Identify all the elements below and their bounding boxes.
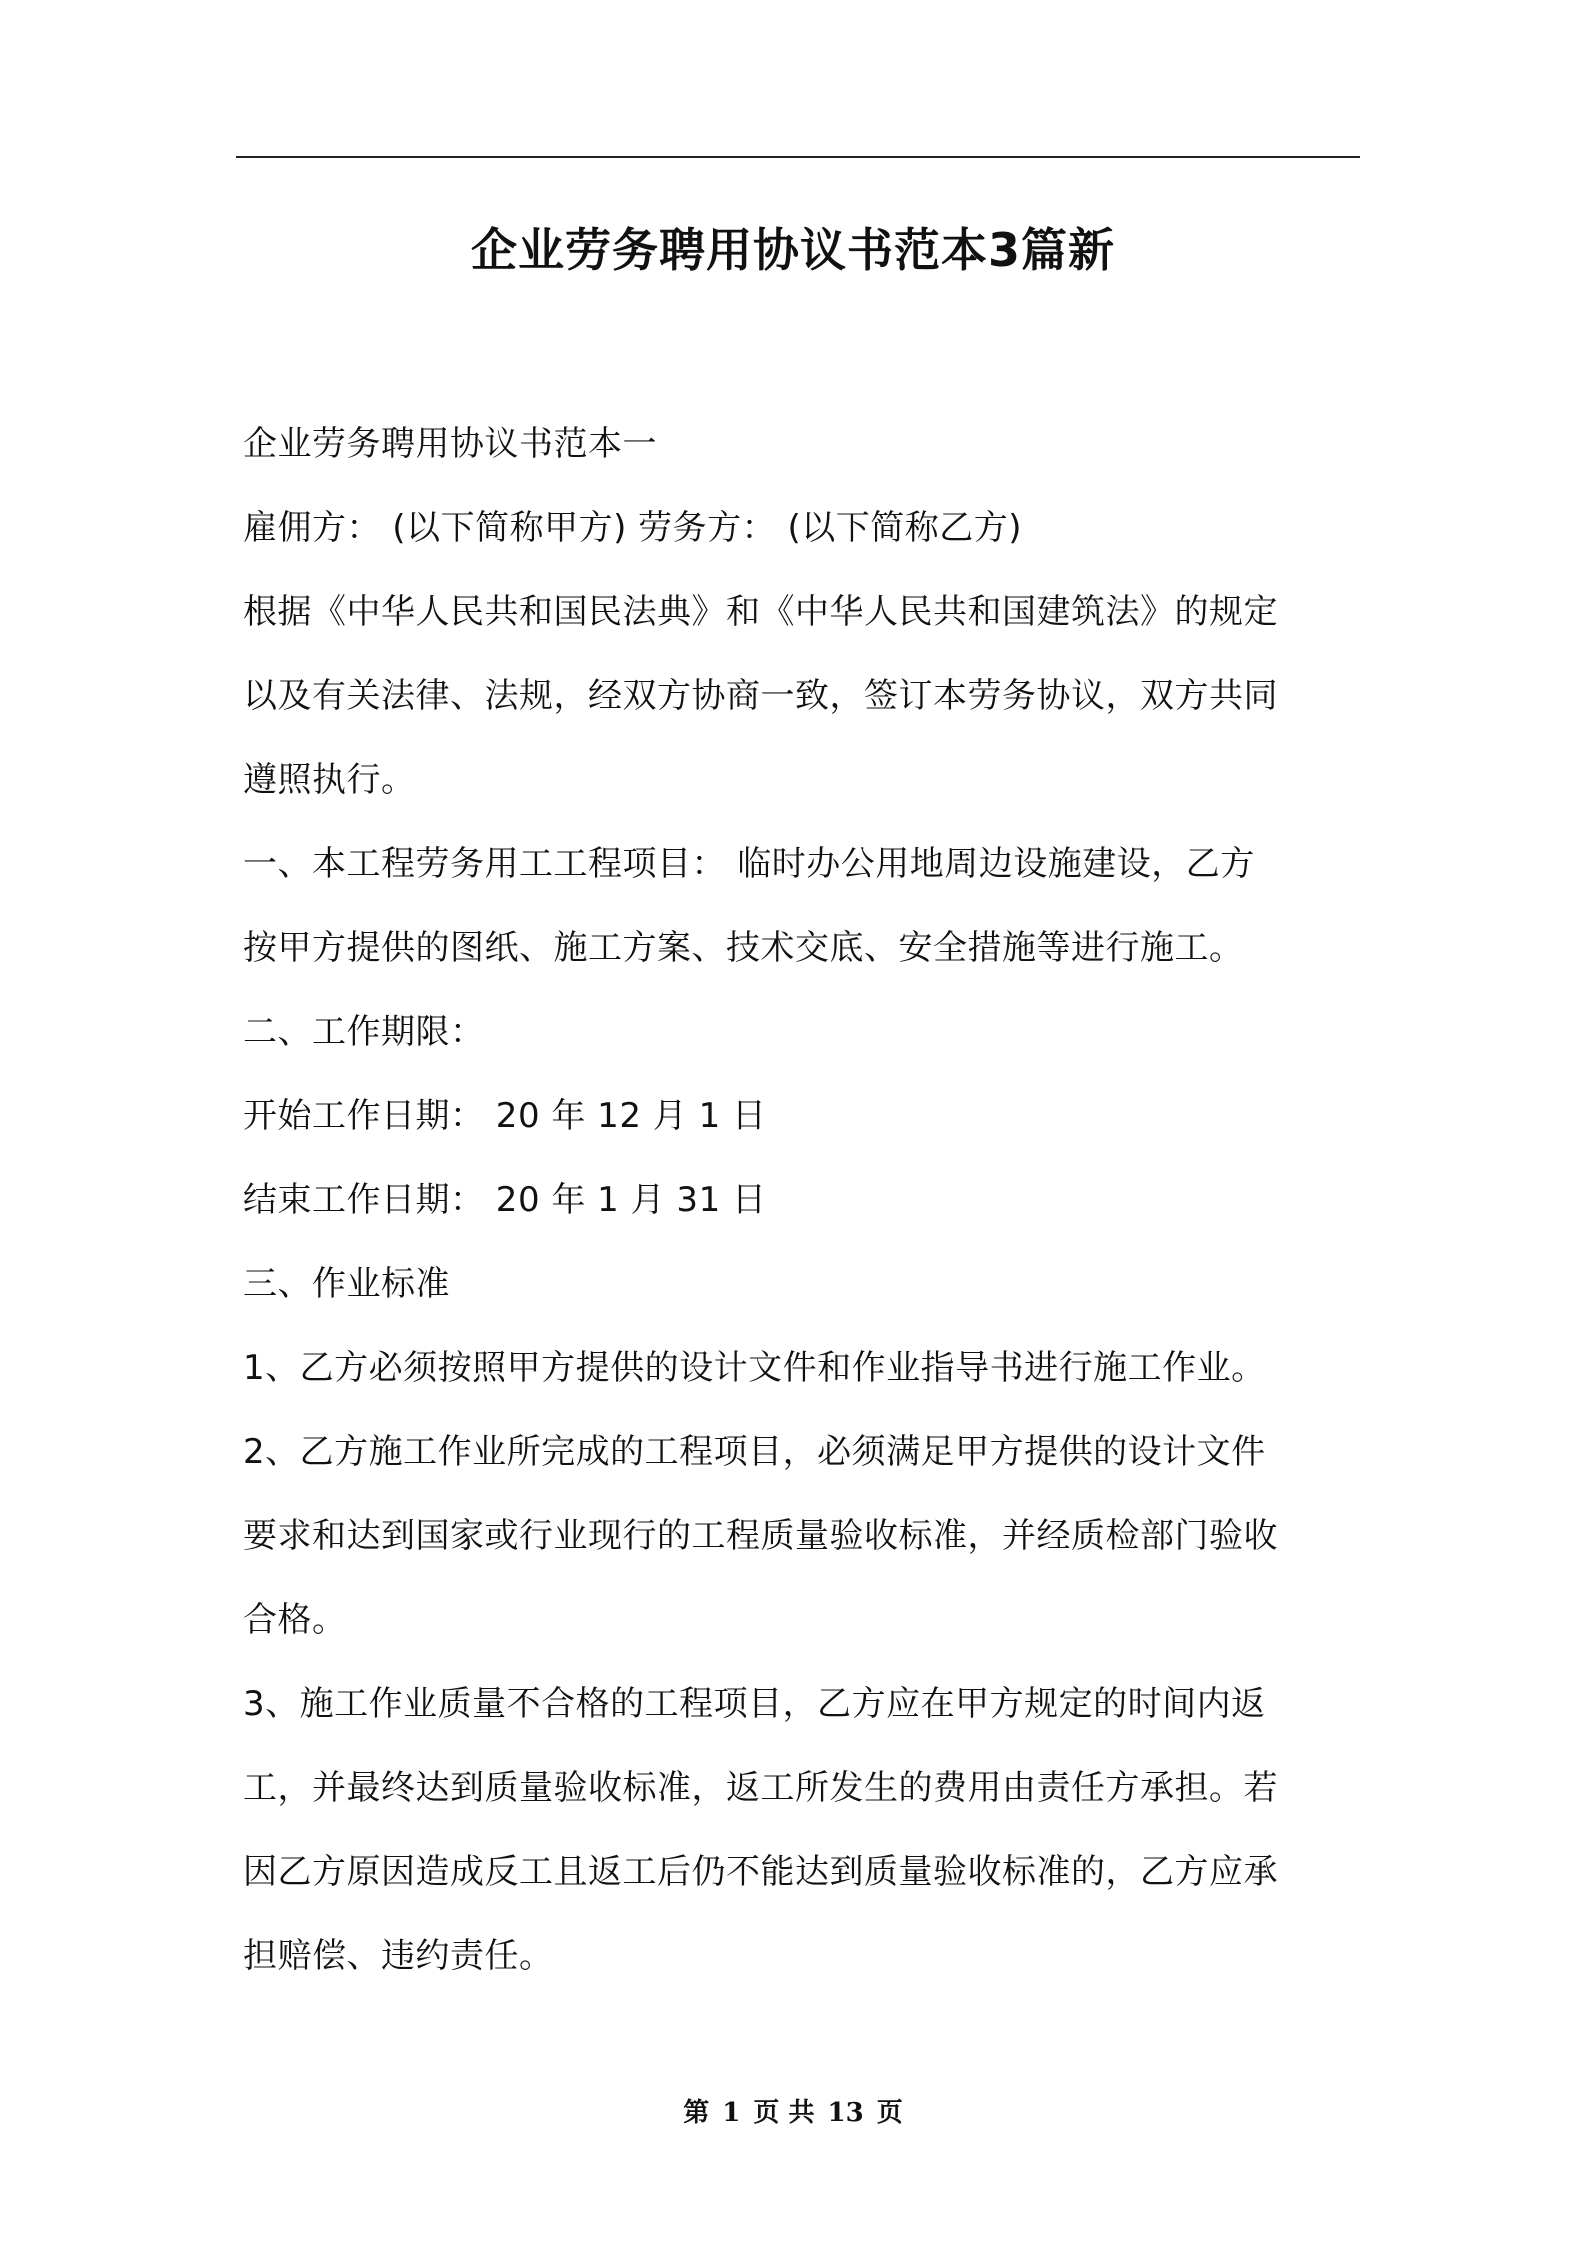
- footer-page-number: 1: [722, 2098, 741, 2128]
- footer-total-pages: 13: [827, 2098, 864, 2128]
- header-rule: [236, 156, 1360, 158]
- item-1-line: 1、乙方必须按照甲方提供的设计文件和作业指导书进行施工作业。: [243, 1348, 1266, 1388]
- clause-1-line: 一、本工程劳务用工工程项目： 临时办公用地周边设施建设，乙方: [243, 844, 1255, 884]
- item-2-line: 2、乙方施工作业所完成的工程项目，必须满足甲方提供的设计文件: [243, 1432, 1266, 1472]
- end-date-line: 结束工作日期： 20 年 1 月 31 日: [243, 1180, 767, 1220]
- paragraph-line: 根据《中华人民共和国民法典》和《中华人民共和国建筑法》的规定: [243, 592, 1278, 632]
- document-title: 企业劳务聘用协议书范本3篇新: [470, 223, 1115, 277]
- footer-suffix: 页: [876, 2098, 903, 2128]
- footer-prefix: 第: [683, 2098, 710, 2128]
- document-body: [243, 402, 1359, 1998]
- parties-line: 雇佣方： (以下简称甲方) 劳务方： (以下简称乙方): [243, 508, 1022, 548]
- start-date-line: 开始工作日期： 20 年 12 月 1 日: [243, 1096, 767, 1136]
- footer-middle: 页 共: [753, 2098, 815, 2128]
- page-footer: [0, 2093, 1586, 2133]
- item-3-line: 担赔偿、违约责任。: [243, 1936, 554, 1976]
- clause-1-line: 按甲方提供的图纸、施工方案、技术交底、安全措施等进行施工。: [243, 928, 1244, 968]
- paragraph-line: 以及有关法律、法规，经双方协商一致，签订本劳务协议，双方共同: [243, 676, 1278, 716]
- section-heading: 企业劳务聘用协议书范本一: [243, 424, 657, 464]
- item-3-line: 因乙方原因造成反工且返工后仍不能达到质量验收标准的，乙方应承: [243, 1852, 1278, 1892]
- item-2-line: 要求和达到国家或行业现行的工程质量验收标准，并经质检部门验收: [243, 1516, 1278, 1556]
- item-2-line: 合格。: [243, 1600, 347, 1640]
- clause-2-heading: 二、工作期限：: [243, 1012, 485, 1052]
- item-3-line: 工，并最终达到质量验收标准，返工所发生的费用由责任方承担。若: [243, 1768, 1278, 1808]
- clause-3-heading: 三、作业标准: [243, 1264, 450, 1304]
- item-3-line: 3、施工作业质量不合格的工程项目，乙方应在甲方规定的时间内返: [243, 1684, 1266, 1724]
- paragraph-line: 遵照执行。: [243, 760, 416, 800]
